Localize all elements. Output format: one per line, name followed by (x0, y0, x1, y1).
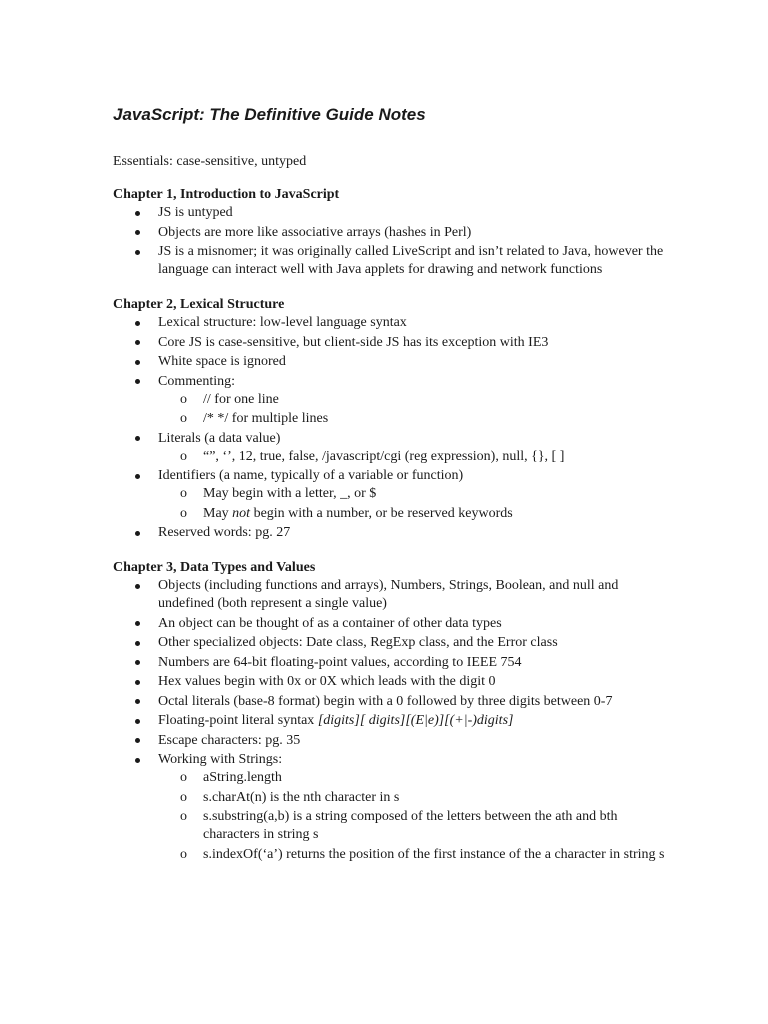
sub-item-text: s.charAt(n) is the nth character in s (203, 789, 400, 805)
list-item-text: Commenting: (158, 373, 235, 389)
circle-marker-icon: o (180, 448, 187, 464)
bullet-icon (135, 584, 140, 589)
list-item-text: An object can be thought of as a container of other data types (158, 615, 502, 631)
bullet-icon (135, 379, 140, 384)
text-segment: begin with a number, or be reserved keywords (250, 505, 513, 521)
list-item (113, 654, 673, 672)
sub-item-text: “”, ‘’, 12, true, false, /javascript/cgi (reg expression), null, {}, [ ] (203, 448, 565, 464)
list-item-text: Objects (including functions and arrays), Numbers, Strings, Boolean, and null and undefined (both represent a single value) (158, 578, 619, 611)
list-item (113, 204, 673, 222)
list-item-text: Working with Strings: (158, 752, 283, 767)
list-item-text: White space is ignored (158, 354, 286, 369)
sub-list-item (158, 808, 673, 844)
emphasized-text: not (232, 505, 251, 521)
sub-list-item (158, 448, 673, 466)
circle-marker-icon: o (180, 411, 187, 426)
bullet-icon (135, 660, 140, 665)
chapters-container (113, 185, 673, 864)
list-item (113, 314, 673, 332)
text-segment: Floating-point literal syntax (158, 713, 318, 728)
document-title: JavaScript: The Definitive Guide Notes (113, 105, 426, 124)
chapter-heading: Chapter 3, Data Types and Values (113, 560, 316, 575)
bullet-icon (135, 680, 140, 685)
sub-list-item (158, 485, 673, 503)
list-item (113, 353, 673, 371)
list-item (113, 224, 673, 242)
bullet-icon (135, 758, 140, 763)
sub-list (158, 769, 673, 864)
chapter-heading: Chapter 2, Lexical Structure (113, 297, 285, 312)
text-segment: May (203, 505, 233, 521)
list-item (113, 334, 673, 352)
list-item-text: Identifiers (a name, typically of a variable or function) (158, 468, 464, 483)
list-item-text: JS is a misnomer; it was originally called LiveScript and isn’t related to Java, however the language can interact well with Java applets for drawing and network functions (158, 244, 664, 277)
bullet-list (113, 577, 673, 864)
sub-item-text: /* */ for multiple lines (203, 411, 329, 426)
list-item (113, 577, 673, 613)
sub-item-text: May begin with a letter, _, or $ (203, 486, 377, 501)
bullet-icon (135, 436, 140, 441)
list-item-text: JS is untyped (158, 205, 233, 220)
list-item (113, 712, 673, 730)
chapter-heading: Chapter 1, Introduction to JavaScript (113, 187, 340, 202)
bullet-icon (135, 621, 140, 626)
list-item (113, 732, 673, 750)
sub-list (158, 485, 673, 523)
list-item (113, 615, 673, 633)
sub-item-text: s.substring(a,b) is a string composed of the letters between the ath and bth characters in string s (203, 809, 618, 842)
sub-item-text (203, 506, 513, 521)
bullet-list (113, 204, 673, 279)
bullet-icon (135, 738, 140, 743)
sub-item-text: s.indexOf(‘a’) returns the position of the first instance of the a character in string s (203, 846, 665, 862)
sub-list (158, 448, 673, 466)
list-item-text: Lexical structure: low-level language syntax (158, 315, 407, 330)
sub-list-item (158, 789, 673, 807)
list-item-text: Core JS is case-sensitive, but client-side JS has its exception with IE3 (158, 334, 549, 350)
list-item-text: Other specialized objects: Date class, RegExp class, and the Error class (158, 635, 558, 650)
bullet-icon (135, 531, 140, 536)
list-item-text (158, 713, 513, 728)
bullet-icon (135, 699, 140, 704)
list-item-text: Literals (a data value) (158, 430, 281, 446)
sub-item-text: // for one line (203, 391, 279, 407)
bullet-icon (135, 211, 140, 216)
circle-marker-icon: o (180, 391, 187, 407)
list-item (113, 524, 673, 542)
circle-marker-icon: o (180, 789, 187, 805)
list-item-text: Escape characters: pg. 35 (158, 732, 301, 748)
chapter-section (113, 558, 673, 864)
sub-list-item (158, 769, 673, 787)
sub-list-item (158, 391, 673, 409)
document-page (113, 103, 673, 880)
chapter-section (113, 185, 673, 279)
list-item (113, 693, 673, 711)
list-item (113, 751, 673, 864)
list-item-text: Objects are more like associative arrays (hashes in Perl) (158, 224, 472, 240)
sub-list (158, 391, 673, 429)
bullet-list (113, 314, 673, 542)
sub-item-text: aString.length (203, 770, 282, 785)
list-item-text: Hex values begin with 0x or 0X which leads with the digit 0 (158, 674, 496, 689)
emphasized-text: [digits][ digits][(E|e)][(+|-)digits] (317, 713, 514, 728)
circle-marker-icon: o (180, 770, 187, 785)
bullet-icon (135, 641, 140, 646)
list-item-text: Numbers are 64-bit floating-point values, according to IEEE 754 (158, 654, 522, 670)
bullet-icon (135, 360, 140, 365)
list-item-text: Octal literals (base-8 format) begin with a 0 followed by three digits between 0-7 (158, 693, 613, 709)
sub-list-item (158, 410, 673, 428)
bullet-icon (135, 719, 140, 724)
list-item-text: Reserved words: pg. 27 (158, 525, 291, 540)
list-item (113, 243, 673, 279)
circle-marker-icon: o (180, 809, 187, 824)
list-item (113, 430, 673, 466)
bullet-icon (135, 230, 140, 235)
list-item (113, 373, 673, 429)
list-item (113, 467, 673, 523)
essentials-line: Essentials: case-sensitive, untyped (113, 154, 307, 169)
bullet-icon (135, 250, 140, 255)
chapter-section (113, 295, 673, 542)
list-item (113, 673, 673, 691)
sub-list-item (158, 505, 673, 523)
bullet-icon (135, 321, 140, 326)
bullet-icon (135, 340, 140, 345)
list-item (113, 634, 673, 652)
circle-marker-icon: o (180, 486, 187, 501)
sub-list-item (158, 846, 673, 864)
bullet-icon (135, 474, 140, 479)
circle-marker-icon: o (180, 846, 187, 862)
circle-marker-icon: o (180, 505, 187, 521)
